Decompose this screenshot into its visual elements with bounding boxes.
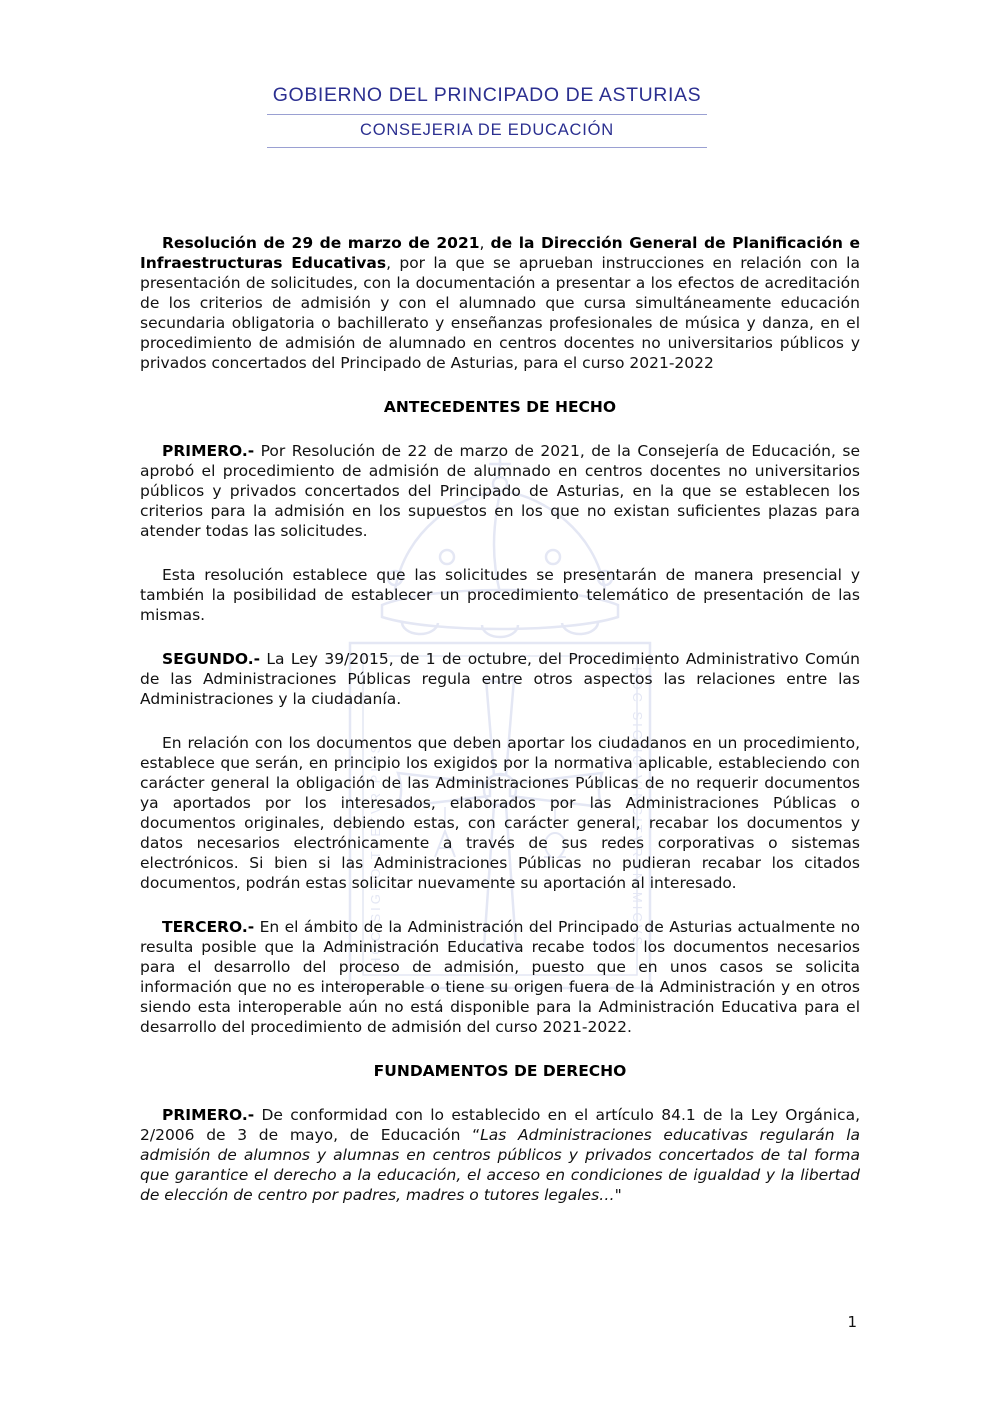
- paragraph-primero-hecho: PRIMERO.- Por Resolución de 22 de marzo de 2021, de la Consejería de Educación, se aprobó el procedimiento de admisión de alumnado en centros docentes no universitarios públicos y privados concertados del Principado de Asturias, en la que se establecen los criterios para la admisión en los supuestos en los que no existan suficientes plazas para atender todas las solicitudes.: [140, 442, 860, 540]
- resolution-title-authority: de la Dirección General de Planificación e Infraestructuras Educativas: [140, 234, 860, 272]
- svg-text:HOC SIGNO VINCITVR INIMICVS: HOC SIGNO VINCITVR INIMICVS: [630, 667, 645, 949]
- paragraph-primero-derecho: PRIMERO.- De conformidad con lo establecido en el artículo 84.1 de la Ley Orgánica, 2/2006 de 3 de mayo, de Educación “Las Administraciones educativas regularán la admisión de alumnos y alumnas en centros públicos y privados concertados de tal forma que garantice el derecho a la educación, el acceso en condiciones de igualdad y la libertad de elección de centro por padres, madres o tutores legales…": [140, 1106, 861, 1204]
- section-heading-antecedentes: ANTECEDENTES DE HECHO: [383, 398, 617, 416]
- letterhead-divider-bottom: [267, 147, 707, 148]
- paragraph-lead: PRIMERO.-: [162, 1106, 255, 1124]
- section-heading-fundamentos: FUNDAMENTOS DE DERECHO: [373, 1062, 627, 1080]
- svg-text:HOC SIGNO TVETVR PIVS: HOC SIGNO TVETVR PIVS: [368, 741, 383, 967]
- paragraph-en-relacion: En relación con los documentos que deben aportar los ciudadanos en un procedimiento, establece que serán, en principio los exigidos por la normativa aplicable, estableciendo con carácter general la obligación de las Administraciones Públicas de no requerir documentos ya aportados por los interesados, elaborados por las Administraciones Públicas o documentos originales, debiendo estas, con carácter general, recabar los documentos y datos necesarios electrónicamente a través de sus redes corporativas o sistemas electrónicos. Si bien si las Administraciones Públicas no pudieran recabar los citados documentos, podrán estas solicitar nuevamente su aportación al interesado.: [140, 734, 860, 892]
- paragraph-esta-resolucion: Esta resolución establece que las solicitudes se presentarán de manera presencial y también la posibilidad de establecer un procedimiento telemático de presentación de las mismas.: [140, 566, 860, 624]
- letterhead-government: GOBIERNO DEL PRINCIPADO DE ASTURIAS: [272, 84, 702, 106]
- letterhead-department: CONSEJERIA DE EDUCACIÓN: [359, 121, 615, 139]
- legal-quote: Las Administraciones educativas regularán la admisión de alumnos y alumnas en centros públicos y privados concertados de tal forma que garantice el derecho a la educación, el acceso en condiciones de igualdad y la libertad de elección de centro por padres, madres o tutores legales…": [140, 1126, 861, 1204]
- resolution-title-rest: , por la que se aprueban instrucciones en relación con la presentación de solicitudes, con la documentación a presentar a los efectos de acreditación de los criterios de admisión y con el alumnado que cursa simultáneamente educación secundaria obligatoria o bachillerato y enseñanzas profesionales de música y danza, en el procedimiento de admisión de alumnado en centros docentes no universitarios públicos y privados concertados del Principado de Asturias, para el curso 2021-2022: [140, 254, 860, 372]
- page-number: 1: [847, 1313, 857, 1331]
- paragraph-segundo-hecho: SEGUNDO.- La Ley 39/2015, de 1 de octubre, del Procedimiento Administrativo Común de las Administraciones Públicas regula entre otros aspectos las relaciones entre las Administraciones y la ciudadanía.: [140, 650, 860, 708]
- paragraph-lead: TERCERO.-: [162, 918, 255, 936]
- paragraph-tercero-hecho: TERCERO.- En el ámbito de la Administración del Principado de Asturias actualmente no resulta posible que la Administración Educativa recabe todos los documentos necesarios para el desarrollo del proceso de admisión, puesto que en unos casos se solicita información que no es interoperable o tiene su origen fuera de la Administración y en otros siendo esta interoperable aún no está disponible para la Administración Educativa para el desarrollo del procedimiento de admisión del curso 2021-2022.: [140, 918, 860, 1036]
- resolution-title: Resolución de 29 de marzo de 2021, de la Dirección General de Planificación e Infraestructuras Educativas, por la que se aprueban instrucciones en relación con la presentación de solicitudes, con la documentación a presentar a los efectos de acreditación de los criterios de admisión y con el alumnado que cursa simultáneamente educación secundaria obligatoria o bachillerato y enseñanzas profesionales de música y danza, en el procedimiento de admisión de alumnado en centros docentes no universitarios públicos y privados concertados del Principado de Asturias, para el curso 2021-2022: [140, 234, 860, 372]
- resolution-title-date: Resolución de 29 de marzo de 2021: [162, 234, 480, 252]
- document-body: [140, 233, 860, 1229]
- paragraph-lead: SEGUNDO.-: [162, 650, 261, 668]
- paragraph-lead: PRIMERO.-: [162, 442, 255, 460]
- letterhead: [267, 84, 707, 148]
